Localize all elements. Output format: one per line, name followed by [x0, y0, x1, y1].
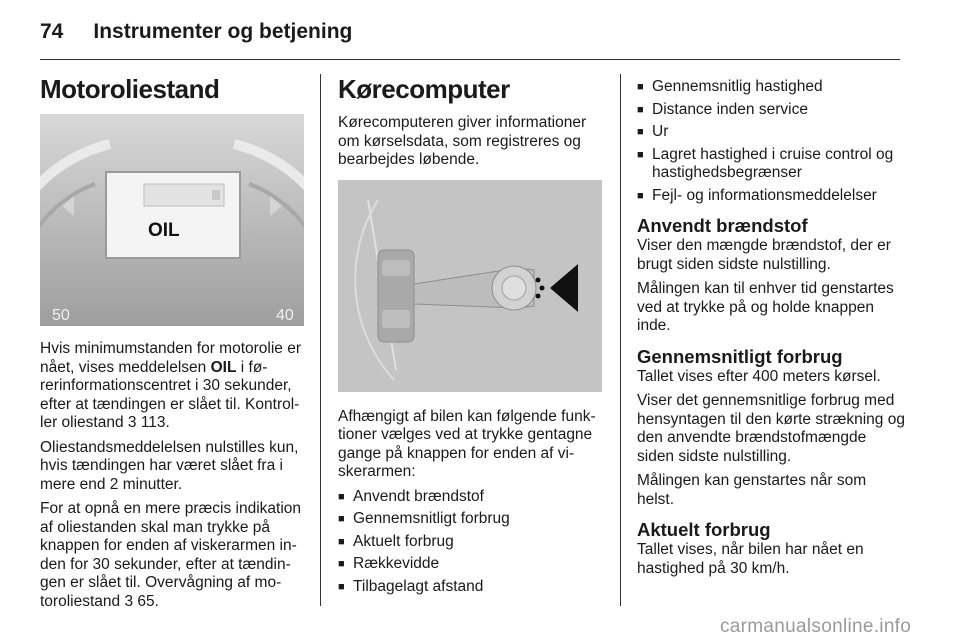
- press-indicator-dot: [536, 277, 541, 282]
- oil-warning-illustration: [40, 114, 304, 326]
- list-item: ■ Ur: [637, 123, 905, 142]
- column-oil-level: [40, 72, 304, 617]
- list-item: ■ Tilbagelagt afstand: [338, 578, 604, 597]
- watermark: carmanualsonline.info: [720, 616, 912, 637]
- list-item: ■ Lagret hastighed i cruise control og hastighedsbegrænser: [637, 146, 905, 183]
- list-item: ■ Gennemsnitligt forbrug: [338, 510, 604, 529]
- dial-label-left: 50: [52, 307, 70, 324]
- trip-functions-list-continued: [637, 78, 905, 205]
- list-item: ■ Anvendt brændstof: [338, 488, 604, 507]
- column-trip-computer: [338, 72, 604, 600]
- press-indicator-dot: [536, 293, 541, 298]
- subheading-average-consumption: Gennemsnitligt forbrug: [637, 345, 843, 367]
- current-consumption-paragraph: Tallet vises, når bilen har nået en hastighed på 30 km/h.: [637, 541, 864, 577]
- press-indicator-dot: [540, 285, 545, 290]
- reference-arrow-icon: 3: [127, 414, 137, 431]
- section-heading-oil: Motoroliestand: [40, 74, 220, 104]
- list-item: ■ Distance inden service: [637, 101, 905, 120]
- fuel-used-paragraph-1: Viser den mængde brændstof, der er brugt siden sidste nulstilling.: [637, 237, 891, 273]
- fuel-used-paragraph-2: Målingen kan til enhver tid genstartes ved at trykke på og holde knappen inde.: [637, 280, 894, 334]
- reference-arrow-icon: 3: [124, 592, 134, 610]
- average-consumption-paragraph-3: Målingen kan genstartes når som helst.: [637, 472, 867, 508]
- wiper-lever-illustration: [338, 180, 602, 392]
- oil-paragraph-1: Hvis minimumstanden for motorolie er nået, vises meddelelsen OIL i førerinformationscentret i 30 sekunder, efter at tændingen er slået til. Kontroller oliestand 3 113.: [40, 340, 302, 431]
- subheading-current-consumption: Aktuelt forbrug: [637, 519, 771, 540]
- average-consumption-paragraph-1: Tallet vises efter 400 meters kørsel.: [637, 367, 881, 385]
- column-divider-left: [320, 74, 321, 606]
- page-title: Instrumenter og betjening: [93, 20, 353, 43]
- column-trip-details: [637, 78, 905, 584]
- oil-paragraph-2: Oliestandsmeddelelsen nulstilles kun, hvis tændingen har været slået fra i mere end 2 minutter.: [40, 438, 299, 493]
- trip-functions-list: [338, 488, 604, 597]
- oil-paragraph-3: For at opnå en mere præcis indikation af oliestanden skal man trykke på knappen for enden af viskerarmen inden for 30 sekunder, efter at tændingen er slået til. Overvågning af motoroliestand 3 65.: [40, 500, 302, 610]
- list-item: ■ Aktuelt forbrug: [338, 533, 604, 552]
- average-consumption-paragraph-2: Viser det gennemsnitlige forbrug med hensyntagen til den kørte strækning og den anvendte brændstofmængde siden sidste nulstilling.: [637, 392, 905, 465]
- page-header: [40, 20, 352, 48]
- instrument-cluster-image: [40, 114, 304, 326]
- subheading-fuel-used: Anvendt brændstof: [637, 215, 808, 236]
- dial-label-right: 40: [276, 307, 294, 324]
- list-item: ■ Fejl- og informationsmeddelelser: [637, 187, 905, 206]
- oil-display-text: OIL: [148, 220, 180, 241]
- trip-intro: Kørecomputeren giver informationer om kørselsdata, som registreres og bearbejdes løbende.: [338, 114, 587, 168]
- page-number: 74: [40, 20, 64, 43]
- section-heading-trip-computer: Kørecomputer: [338, 74, 510, 104]
- trip-functions-intro: Afhængigt af bilen kan følgende funktioner vælges ved at trykke gentagne gange på knappen for enden af viskerarmen:: [338, 407, 596, 480]
- list-item: ■ Gennemsnitlig hastighed: [637, 78, 905, 97]
- wiper-lever-image: [338, 180, 602, 392]
- oil-message-term: OIL: [210, 358, 237, 376]
- header-rule: [40, 59, 900, 60]
- list-item: ■ Rækkevidde: [338, 555, 604, 574]
- column-divider-right: [620, 74, 621, 606]
